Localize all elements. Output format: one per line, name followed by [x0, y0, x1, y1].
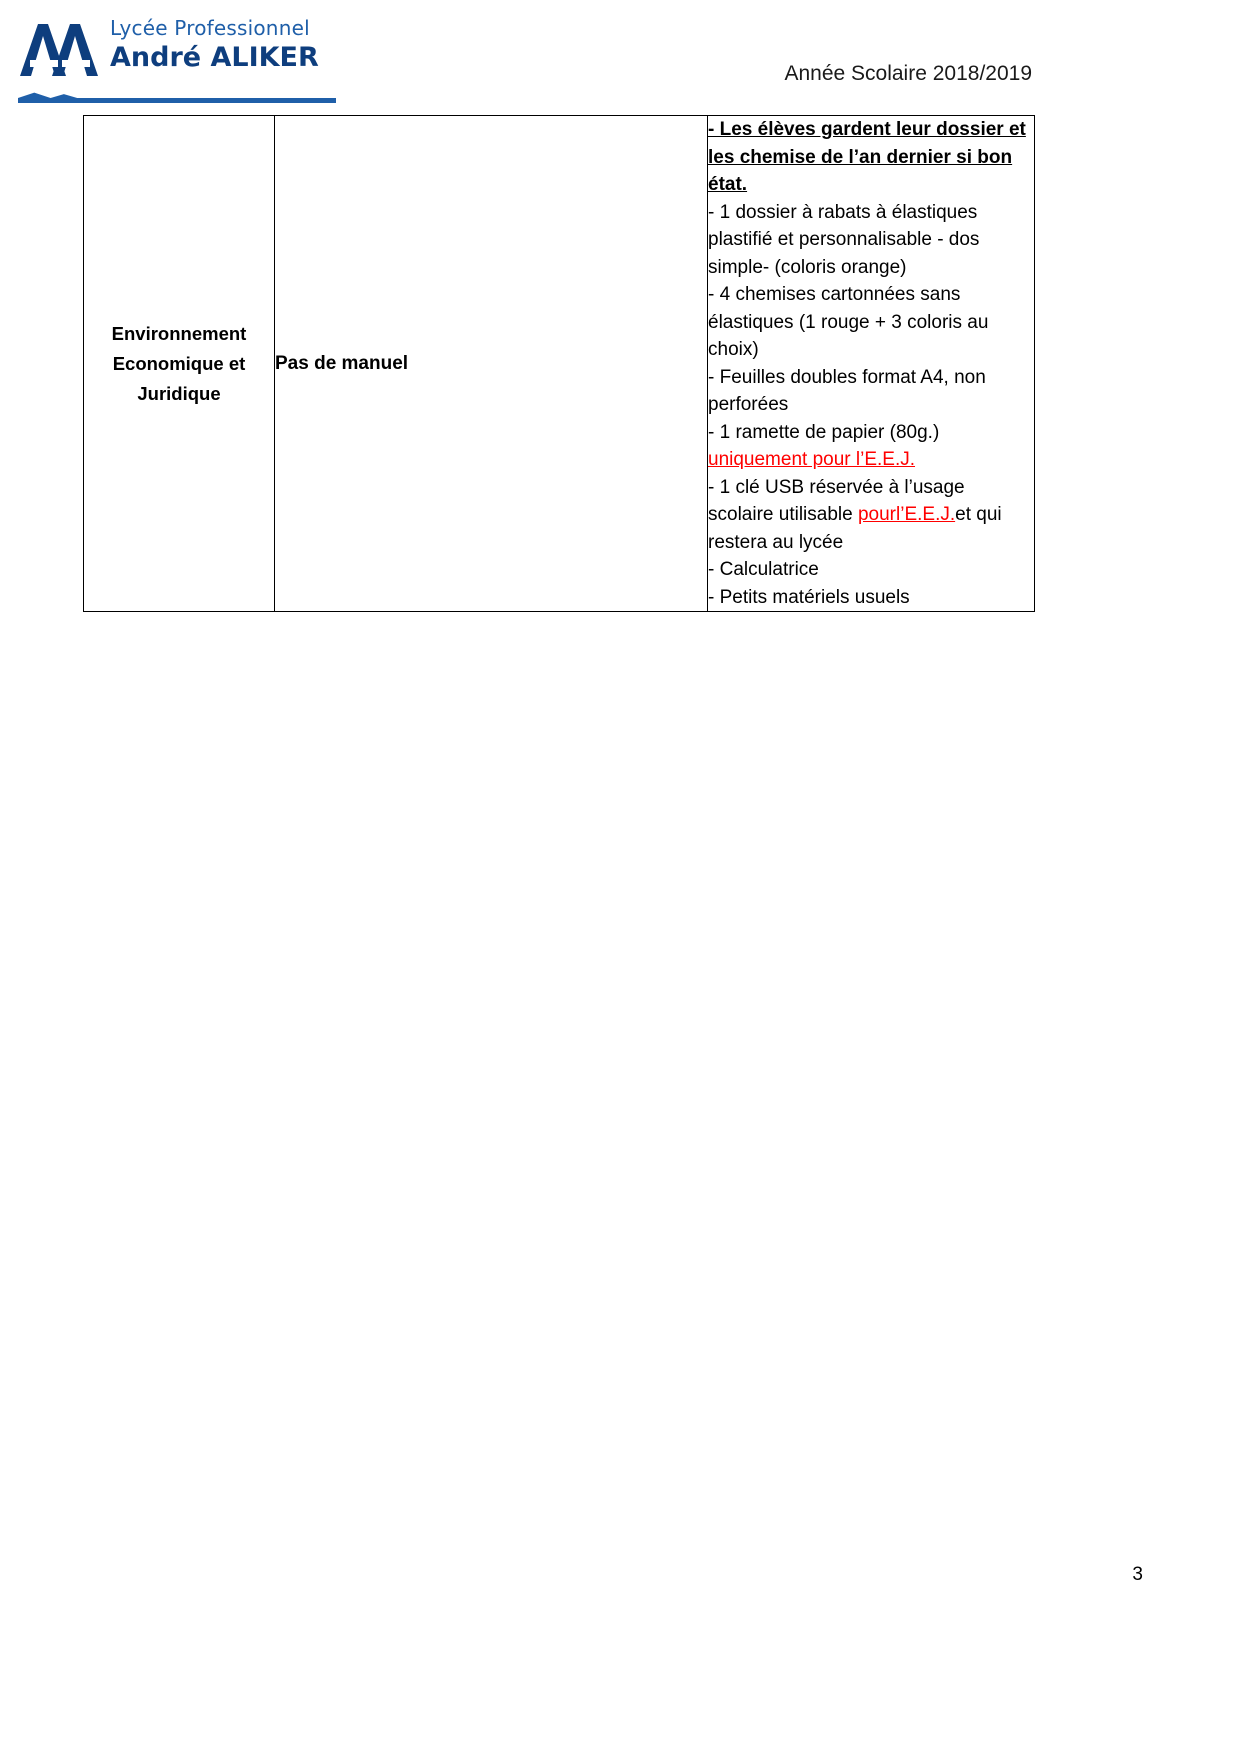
- supply-text: - 1 clé USB réservée à l’usage scolaire utilisable: [708, 476, 965, 525]
- list-item: [708, 419, 1034, 474]
- supplies-list: [708, 116, 1034, 611]
- aa-monogram-icon: [18, 20, 100, 78]
- logo-underline-decoration: [18, 98, 336, 103]
- supply-text-tail: et qui restera au lycée: [708, 504, 1002, 553]
- table-row: [84, 116, 1035, 612]
- list-item: [708, 556, 1034, 584]
- supply-text-highlight: pourl’E.E.J.: [857, 504, 956, 525]
- supply-text: - Calculatrice: [708, 559, 819, 580]
- manual-cell: Pas de manuel: [275, 116, 708, 612]
- supply-text: - Feuilles doubles format A4, non perforées: [708, 366, 986, 415]
- list-item: [708, 199, 1034, 282]
- list-item: [708, 584, 1034, 612]
- supply-text: - 4 chemises cartonnées sans élastiques (1 rouge + 3 coloris au choix): [708, 284, 989, 360]
- supplies-cell: [708, 116, 1035, 612]
- list-item: [708, 474, 1034, 557]
- page-number: 3: [1132, 1564, 1143, 1585]
- list-item: [708, 364, 1034, 419]
- school-logo-text: [110, 16, 340, 74]
- school-logo: [18, 16, 338, 106]
- list-item: [708, 116, 1034, 199]
- page-header: [0, 0, 1240, 110]
- subject-cell: Environnement Economique et Juridique: [84, 116, 275, 612]
- list-item: [708, 281, 1034, 364]
- school-year-label: Année Scolaire 2018/2019: [784, 62, 1032, 85]
- school-logo-line2: André ALIKER: [110, 42, 319, 73]
- supply-text: - 1 ramette de papier (80g.): [708, 421, 940, 443]
- supply-text: - Les élèves gardent leur dossier et les chemise de l’an dernier si bon état.: [708, 119, 1026, 195]
- school-logo-line1: Lycée Professionnel: [110, 16, 310, 40]
- supply-list-table: [83, 115, 1035, 612]
- supply-text-highlight: uniquement pour l’E.E.J.: [708, 449, 916, 470]
- supply-text: - Petits matériels usuels: [708, 586, 910, 608]
- supply-text: - 1 dossier à rabats à élastiques plastifié et personnalisable - dos simple- (coloris orange): [708, 201, 980, 278]
